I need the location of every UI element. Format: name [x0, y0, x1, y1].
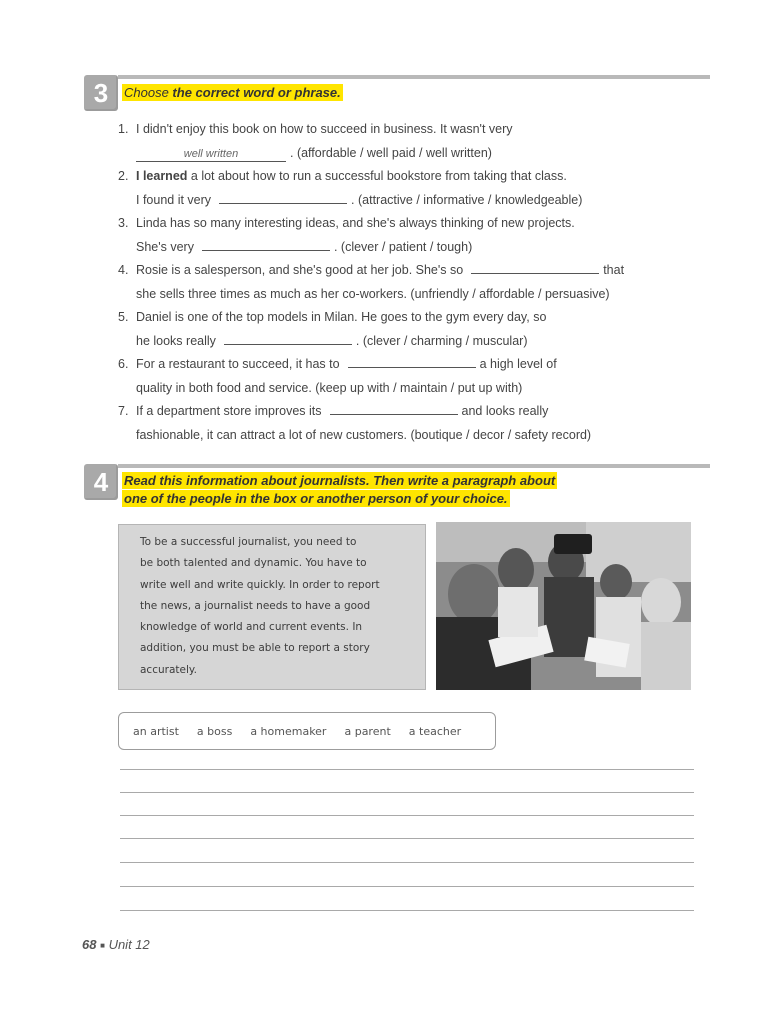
photo-illustration	[436, 522, 691, 690]
item-options: . (attractive / informative / knowledgeable)	[351, 192, 583, 207]
journalists-photo	[436, 522, 691, 690]
list-item	[118, 306, 678, 353]
writing-line[interactable]	[120, 862, 694, 863]
word-option: a parent	[344, 724, 391, 738]
item-bold-text: I learned	[136, 169, 188, 183]
page-footer	[82, 937, 150, 952]
writing-line[interactable]	[120, 838, 694, 839]
section-divider	[118, 75, 710, 79]
list-item	[118, 400, 678, 447]
item-options: she sells three times as much as her co-workers. (unfriendly / affordable / persuasive)	[136, 286, 610, 301]
writing-line[interactable]	[120, 792, 694, 793]
item-text: Rosie is a salesperson, and she's good at her job. She's so	[136, 263, 464, 277]
item-options: . (clever / charming / muscular)	[355, 333, 528, 348]
item-text: and looks really	[461, 404, 549, 418]
item-text: For a restaurant to succeed, it has to	[136, 357, 340, 371]
item-text: a lot about how to run a successful bookstore from taking that class.	[187, 169, 567, 183]
writing-line[interactable]	[120, 886, 694, 887]
word-option: an artist	[133, 724, 179, 738]
item-options: fashionable, it can attract a lot of new customers. (boutique / decor / safety record)	[136, 427, 592, 442]
item-number: 2.	[118, 169, 129, 183]
answer-blank[interactable]	[202, 236, 330, 251]
answer-text: well written	[183, 147, 239, 160]
writing-line[interactable]	[120, 910, 694, 911]
exercise-number: 3	[93, 78, 109, 108]
info-line: knowledge of world and current events. In	[140, 621, 363, 634]
exercise-number: 4	[93, 467, 109, 497]
info-line: accurately.	[140, 663, 197, 676]
instruction-rest: the correct word or phrase.	[168, 85, 341, 100]
footer-separator: ■	[100, 941, 105, 951]
info-line: To be a successful journalist, you need to	[140, 536, 357, 548]
word-option: a boss	[196, 724, 233, 738]
item-number: 5.	[118, 310, 129, 324]
list-item	[118, 212, 678, 259]
item-text: She's very	[136, 239, 194, 254]
item-options: . (clever / patient / tough)	[333, 239, 473, 254]
word-option: a homemaker	[250, 724, 327, 738]
exercise-number-badge	[84, 464, 118, 500]
writing-line[interactable]	[120, 769, 694, 770]
info-line: the news, a journalist needs to have a good	[140, 599, 371, 612]
instruction-line: Read this information about journalists. Then write a paragraph about	[124, 473, 556, 488]
list-item	[118, 118, 678, 165]
item-text: Daniel is one of the top models in Milan. He goes to the gym every day, so	[136, 310, 547, 324]
item-number: 7.	[118, 404, 129, 418]
word-box	[118, 712, 496, 750]
item-options: . (affordable / well paid / well written)	[290, 145, 492, 160]
item-text: I didn't enjoy this book on how to succeed in business. It wasn't very	[136, 122, 513, 136]
answer-blank[interactable]	[348, 353, 476, 368]
instruction-prefix: Choose	[124, 85, 169, 100]
list-item	[118, 259, 678, 306]
item-text: that	[603, 263, 625, 277]
list-item	[118, 353, 678, 400]
answer-blank[interactable]	[136, 147, 286, 162]
info-line: addition, you must be able to report a story	[140, 642, 370, 655]
item-text: Linda has so many interesting ideas, and she's always thinking of new projects.	[136, 216, 575, 230]
exercise-4-instruction	[122, 472, 557, 508]
section-divider	[118, 464, 710, 468]
answer-blank[interactable]	[330, 400, 458, 415]
writing-line[interactable]	[120, 815, 694, 816]
exercise-number-badge	[84, 75, 118, 111]
item-text: If a department store improves its	[136, 404, 322, 418]
answer-blank[interactable]	[219, 189, 347, 204]
exercise-3-list	[118, 118, 678, 447]
info-line: write well and write quickly. In order to report	[140, 578, 380, 591]
item-number: 6.	[118, 357, 129, 371]
word-option: a teacher	[408, 724, 462, 738]
item-text: I found it very	[136, 192, 212, 207]
item-text: a high level of	[479, 357, 557, 371]
answer-blank[interactable]	[224, 330, 352, 345]
info-line: be both talented and dynamic. You have to	[140, 557, 367, 570]
page-number: 68	[82, 937, 97, 952]
list-item	[118, 165, 678, 212]
instruction-line: one of the people in the box or another person of your choice.	[124, 491, 508, 506]
answer-blank[interactable]	[471, 259, 599, 274]
item-number: 1.	[118, 122, 129, 136]
item-number: 4.	[118, 263, 129, 277]
exercise-3-instruction	[122, 85, 343, 100]
item-number: 3.	[118, 216, 129, 230]
item-options: quality in both food and service. (keep up with / maintain / put up with)	[136, 380, 523, 395]
item-text: he looks really	[136, 333, 216, 348]
info-text	[140, 532, 410, 681]
unit-label: Unit 12	[108, 937, 150, 952]
